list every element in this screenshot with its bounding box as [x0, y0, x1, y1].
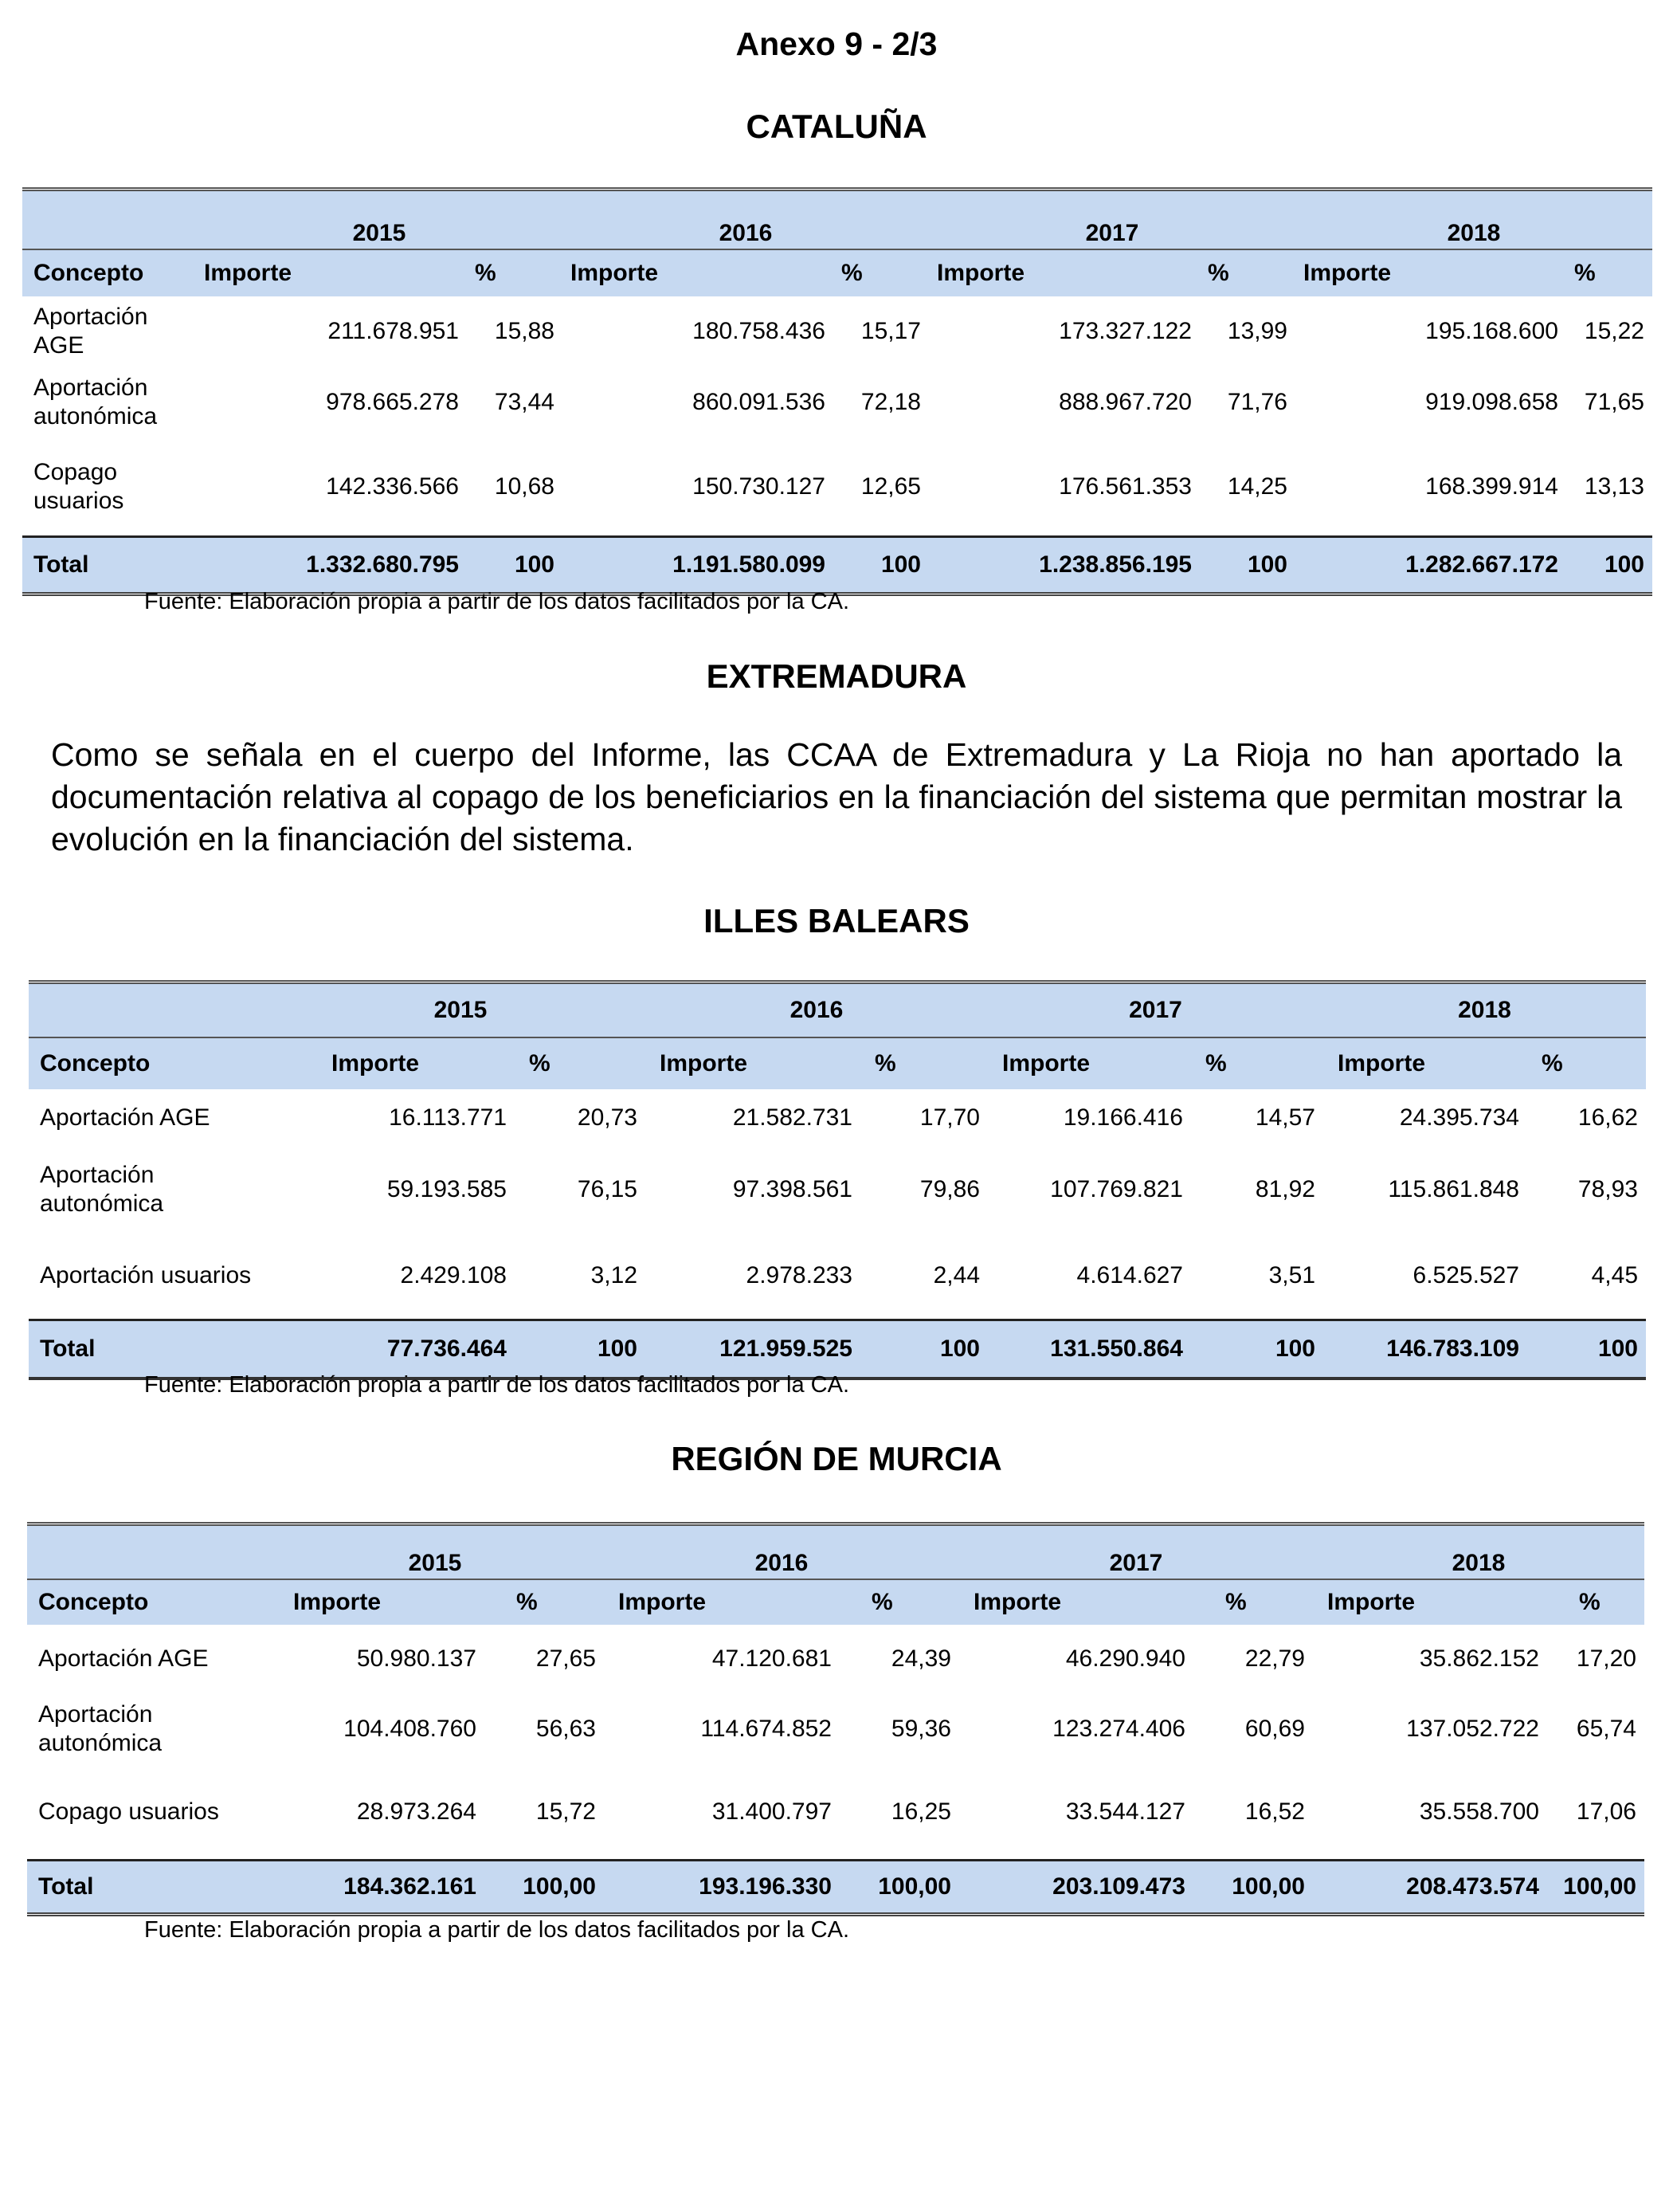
cell-pct-2017: 22,79 — [1193, 1625, 1313, 1693]
cell-importe-2017: 888.967.720 — [929, 367, 1200, 438]
cell-importe-2015: 978.665.278 — [196, 367, 467, 438]
year-2016: 2016 — [562, 190, 929, 250]
header-importe: Importe — [1295, 249, 1566, 296]
cell-pct-2016: 17,70 — [860, 1089, 988, 1147]
header-pct: % — [1191, 1037, 1323, 1089]
header-importe: Importe — [1313, 1579, 1547, 1625]
total-pct-2016: 100 — [833, 537, 929, 594]
total-label: Total — [22, 537, 196, 594]
year-2018: 2018 — [1323, 982, 1646, 1038]
cell-importe-2015: 59.193.585 — [276, 1147, 515, 1233]
year-2018: 2018 — [1295, 190, 1652, 250]
row-concept: Aportación AGE — [27, 1625, 266, 1693]
total-row — [29, 1320, 1646, 1379]
year-2016: 2016 — [604, 1524, 959, 1580]
header-importe: Importe — [562, 249, 833, 296]
cell-pct-2018: 17,06 — [1547, 1765, 1644, 1861]
header-pct: % — [1200, 249, 1295, 296]
cell-importe-2018: 35.558.700 — [1313, 1765, 1547, 1861]
cell-pct-2015: 76,15 — [515, 1147, 645, 1233]
header-importe: Importe — [196, 249, 467, 296]
total-pct-2016: 100 — [860, 1320, 988, 1379]
total-importe-2017: 1.238.856.195 — [929, 537, 1200, 594]
cell-pct-2017: 60,69 — [1193, 1693, 1313, 1765]
table-row — [27, 1693, 1644, 1765]
cell-pct-2018: 16,62 — [1527, 1089, 1646, 1147]
header-pct: % — [1527, 1037, 1646, 1089]
header-pct: % — [515, 1037, 645, 1089]
cell-pct-2018: 71,65 — [1566, 367, 1652, 438]
table-row — [29, 1089, 1646, 1147]
annex-title: Anexo 9 - 2/3 — [735, 25, 938, 62]
year-2015: 2015 — [276, 982, 645, 1038]
total-pct-2017: 100,00 — [1193, 1861, 1313, 1915]
header-pct: % — [1547, 1579, 1644, 1625]
cell-pct-2017: 3,51 — [1191, 1233, 1323, 1320]
header-concepto: Concepto — [22, 249, 196, 296]
section-title-cataluna: CATALUÑA — [746, 108, 927, 145]
cell-importe-2015: 16.113.771 — [276, 1089, 515, 1147]
row-concept: Aportación usuarios — [29, 1233, 276, 1320]
cell-pct-2017: 14,57 — [1191, 1089, 1323, 1147]
cell-importe-2018: 115.861.848 — [1323, 1147, 1527, 1233]
cell-importe-2016: 97.398.561 — [645, 1147, 860, 1233]
cell-pct-2016: 24,39 — [840, 1625, 959, 1693]
row-concept: Copago usuarios — [27, 1765, 266, 1861]
year-2018: 2018 — [1313, 1524, 1644, 1580]
year-2017: 2017 — [959, 1524, 1313, 1580]
total-pct-2018: 100 — [1527, 1320, 1646, 1379]
section-title-extremadura: EXTREMADURA — [706, 657, 967, 695]
row-concept: Aportación AGE — [29, 1089, 276, 1147]
header-importe: Importe — [959, 1579, 1193, 1625]
cell-pct-2015: 10,68 — [467, 438, 562, 537]
row-concept: Aportación autonómica — [22, 367, 196, 438]
cell-importe-2018: 24.395.734 — [1323, 1089, 1527, 1147]
total-importe-2018: 146.783.109 — [1323, 1320, 1527, 1379]
cell-pct-2016: 79,86 — [860, 1147, 988, 1233]
cell-importe-2017: 19.166.416 — [988, 1089, 1191, 1147]
cell-pct-2016: 72,18 — [833, 367, 929, 438]
cell-importe-2016: 31.400.797 — [604, 1765, 840, 1861]
cell-pct-2017: 13,99 — [1200, 296, 1295, 367]
table-row — [22, 296, 1652, 367]
total-importe-2015: 184.362.161 — [266, 1861, 484, 1915]
cell-importe-2017: 33.544.127 — [959, 1765, 1193, 1861]
total-importe-2015: 77.736.464 — [276, 1320, 515, 1379]
header-importe: Importe — [645, 1037, 860, 1089]
column-header-row — [22, 249, 1652, 296]
cell-pct-2015: 27,65 — [484, 1625, 604, 1693]
cell-pct-2017: 81,92 — [1191, 1147, 1323, 1233]
total-label: Total — [27, 1861, 266, 1915]
row-concept: Aportación AGE — [22, 296, 196, 367]
cell-pct-2015: 15,72 — [484, 1765, 604, 1861]
header-importe: Importe — [1323, 1037, 1527, 1089]
table-row — [29, 1233, 1646, 1320]
total-importe-2018: 208.473.574 — [1313, 1861, 1547, 1915]
total-importe-2018: 1.282.667.172 — [1295, 537, 1566, 594]
table-row — [27, 1625, 1644, 1693]
year-header-row — [22, 190, 1652, 250]
cell-importe-2018: 6.525.527 — [1323, 1233, 1527, 1320]
header-pct: % — [1193, 1579, 1313, 1625]
header-importe: Importe — [276, 1037, 515, 1089]
header-pct: % — [1566, 249, 1652, 296]
cell-importe-2017: 173.327.122 — [929, 296, 1200, 367]
cell-pct-2018: 17,20 — [1547, 1625, 1644, 1693]
total-importe-2016: 1.191.580.099 — [562, 537, 833, 594]
total-pct-2017: 100 — [1191, 1320, 1323, 1379]
total-row — [22, 537, 1652, 594]
cell-pct-2016: 16,25 — [840, 1765, 959, 1861]
cell-importe-2015: 28.973.264 — [266, 1765, 484, 1861]
source-note-murcia: Fuente: Elaboración propia a partir de los datos facilitados por la CA. — [144, 1917, 849, 1943]
total-label: Total — [29, 1320, 276, 1379]
cell-importe-2016: 860.091.536 — [562, 367, 833, 438]
header-importe: Importe — [604, 1579, 840, 1625]
cell-pct-2016: 12,65 — [833, 438, 929, 537]
header-importe: Importe — [266, 1579, 484, 1625]
cell-importe-2017: 4.614.627 — [988, 1233, 1191, 1320]
table-cataluna — [22, 187, 1652, 596]
total-pct-2015: 100,00 — [484, 1861, 604, 1915]
cell-importe-2015: 211.678.951 — [196, 296, 467, 367]
cell-importe-2015: 2.429.108 — [276, 1233, 515, 1320]
header-pct: % — [484, 1579, 604, 1625]
cell-importe-2018: 35.862.152 — [1313, 1625, 1547, 1693]
cell-importe-2016: 114.674.852 — [604, 1693, 840, 1765]
row-concept: Copago usuarios — [22, 438, 196, 537]
total-importe-2015: 1.332.680.795 — [196, 537, 467, 594]
table-row — [22, 367, 1652, 438]
table-baleares — [29, 980, 1646, 1380]
header-concepto: Concepto — [29, 1037, 276, 1089]
total-pct-2016: 100,00 — [840, 1861, 959, 1915]
year-2017: 2017 — [929, 190, 1295, 250]
header-importe: Importe — [988, 1037, 1191, 1089]
year-2015: 2015 — [196, 190, 562, 250]
cell-importe-2015: 142.336.566 — [196, 438, 467, 537]
header-concepto: Concepto — [27, 1579, 266, 1625]
header-pct: % — [860, 1037, 988, 1089]
cell-importe-2016: 21.582.731 — [645, 1089, 860, 1147]
cell-pct-2018: 65,74 — [1547, 1693, 1644, 1765]
header-pct: % — [833, 249, 929, 296]
cell-pct-2016: 15,17 — [833, 296, 929, 367]
year-2015: 2015 — [266, 1524, 604, 1580]
cell-pct-2018: 4,45 — [1527, 1233, 1646, 1320]
source-note-baleares: Fuente: Elaboración propia a partir de los datos facilitados por la CA. — [144, 1372, 849, 1398]
header-importe: Importe — [929, 249, 1200, 296]
total-importe-2016: 193.196.330 — [604, 1861, 840, 1915]
cell-pct-2016: 59,36 — [840, 1693, 959, 1765]
cell-importe-2016: 2.978.233 — [645, 1233, 860, 1320]
cell-pct-2015: 3,12 — [515, 1233, 645, 1320]
cell-importe-2017: 123.274.406 — [959, 1693, 1193, 1765]
cell-pct-2016: 2,44 — [860, 1233, 988, 1320]
year-2017: 2017 — [988, 982, 1323, 1038]
total-row — [27, 1861, 1644, 1915]
cell-importe-2015: 104.408.760 — [266, 1693, 484, 1765]
cell-pct-2015: 20,73 — [515, 1089, 645, 1147]
table-row — [27, 1765, 1644, 1861]
section-title-murcia: REGIÓN DE MURCIA — [671, 1440, 1002, 1477]
cell-pct-2017: 16,52 — [1193, 1765, 1313, 1861]
header-pct: % — [467, 249, 562, 296]
extremadura-paragraph: Como se señala en el cuerpo del Informe, las CCAA de Extremadura y La Rioja no han aportado la documentación relativa al copago de los beneficiarios en la financiación del sistema que permitan mostrar la evolución en la financiación del sistema. — [51, 736, 1622, 857]
header-pct: % — [840, 1579, 959, 1625]
total-pct-2018: 100 — [1566, 537, 1652, 594]
table-murcia — [27, 1522, 1644, 1916]
cell-pct-2017: 14,25 — [1200, 438, 1295, 537]
cell-pct-2015: 56,63 — [484, 1693, 604, 1765]
cell-importe-2016: 47.120.681 — [604, 1625, 840, 1693]
total-importe-2017: 131.550.864 — [988, 1320, 1191, 1379]
cell-importe-2018: 168.399.914 — [1295, 438, 1566, 537]
year-header-row — [27, 1524, 1644, 1580]
cell-importe-2016: 150.730.127 — [562, 438, 833, 537]
total-pct-2015: 100 — [515, 1320, 645, 1379]
cell-importe-2018: 195.168.600 — [1295, 296, 1566, 367]
cell-importe-2018: 137.052.722 — [1313, 1693, 1547, 1765]
column-header-row — [29, 1037, 1646, 1089]
year-header-row — [29, 982, 1646, 1038]
year-2016: 2016 — [645, 982, 988, 1038]
cell-pct-2015: 73,44 — [467, 367, 562, 438]
cell-importe-2017: 107.769.821 — [988, 1147, 1191, 1233]
total-importe-2017: 203.109.473 — [959, 1861, 1193, 1915]
cell-pct-2018: 15,22 — [1566, 296, 1652, 367]
cell-pct-2017: 71,76 — [1200, 367, 1295, 438]
total-pct-2017: 100 — [1200, 537, 1295, 594]
row-concept: Aportación autonómica — [27, 1693, 266, 1765]
source-note-cataluna: Fuente: Elaboración propia a partir de los datos facilitados por la CA. — [144, 589, 849, 614]
total-importe-2016: 121.959.525 — [645, 1320, 860, 1379]
cell-pct-2018: 78,93 — [1527, 1147, 1646, 1233]
total-pct-2015: 100 — [467, 537, 562, 594]
column-header-row — [27, 1579, 1644, 1625]
cell-importe-2018: 919.098.658 — [1295, 367, 1566, 438]
table-row — [22, 438, 1652, 537]
cell-importe-2016: 180.758.436 — [562, 296, 833, 367]
cell-importe-2015: 50.980.137 — [266, 1625, 484, 1693]
row-concept: Aportación autonómica — [29, 1147, 276, 1233]
cell-pct-2018: 13,13 — [1566, 438, 1652, 537]
total-pct-2018: 100,00 — [1547, 1861, 1644, 1915]
cell-pct-2015: 15,88 — [467, 296, 562, 367]
section-title-baleares: ILLES BALEARS — [703, 902, 970, 939]
cell-importe-2017: 176.561.353 — [929, 438, 1200, 537]
cell-importe-2017: 46.290.940 — [959, 1625, 1193, 1693]
table-row — [29, 1147, 1646, 1233]
